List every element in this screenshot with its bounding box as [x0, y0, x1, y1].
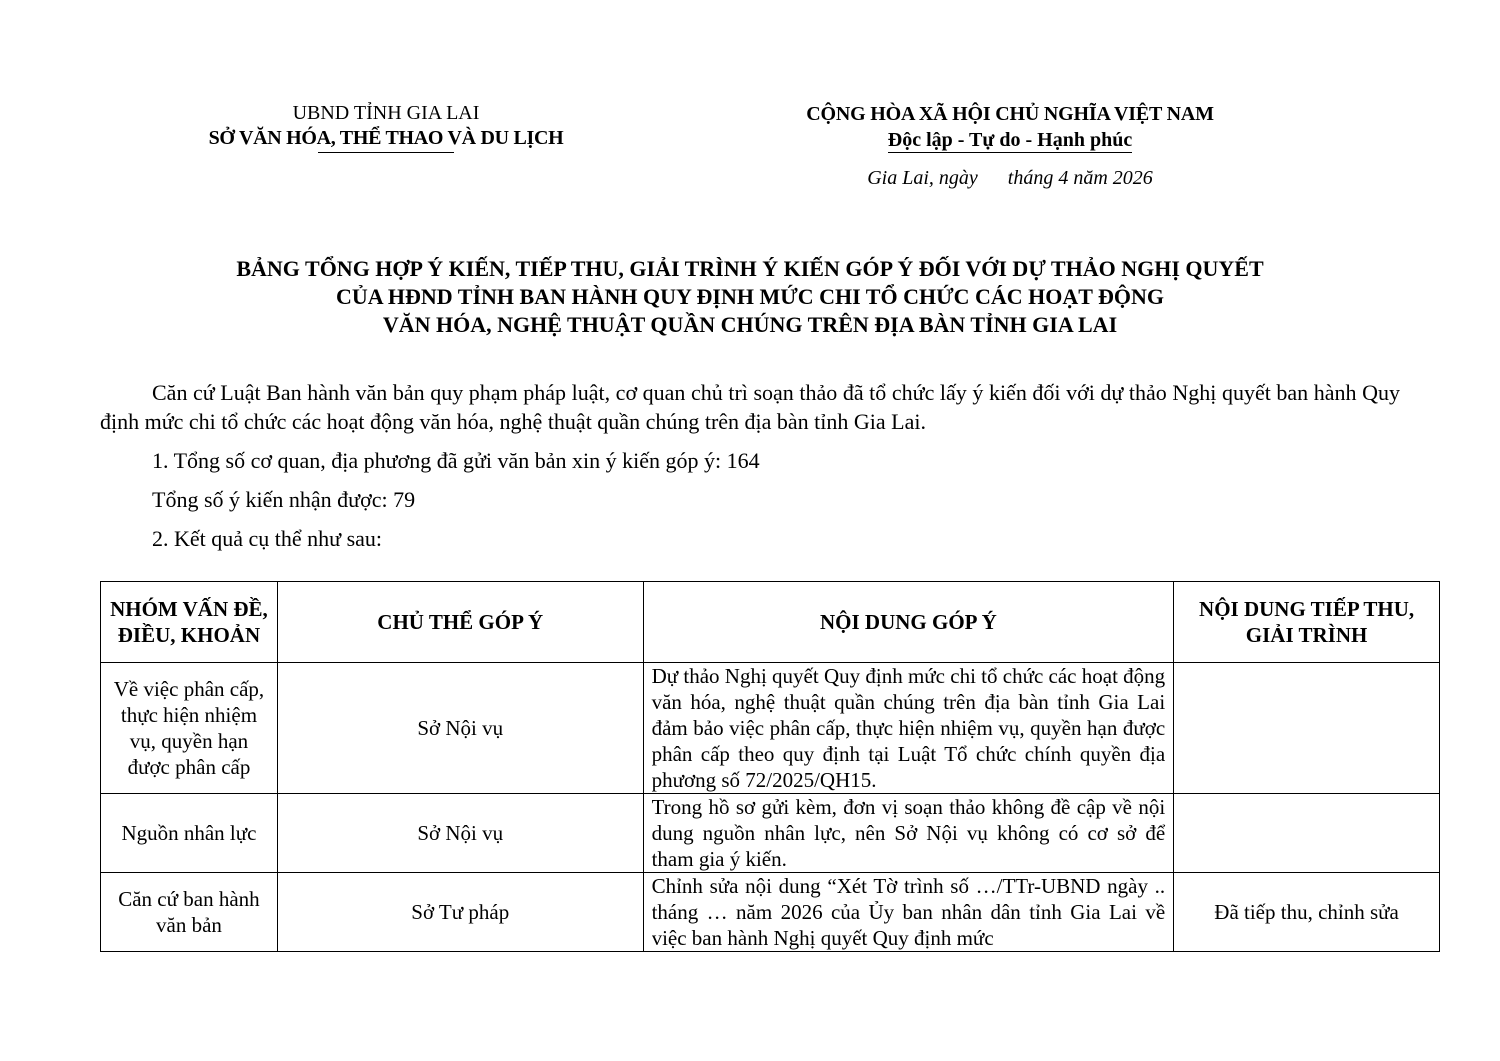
- header-right: [770, 101, 1250, 191]
- cell-content: [643, 873, 1174, 952]
- title-line-1: BẢNG TỔNG HỢP Ý KIẾN, TIẾP THU, GIẢI TRÌNH Ý KIẾN GÓP Ý ĐỐI VỚI DỰ THẢO NGHỊ QUYẾT: [236, 256, 1264, 281]
- cell-group: Nguồn nhân lực: [101, 794, 278, 873]
- document-title: [100, 255, 1400, 339]
- cell-response: [1174, 794, 1440, 873]
- table-row: [101, 794, 1440, 873]
- column-header-subject: CHỦ THỂ GÓP Ý: [277, 582, 643, 663]
- document-body: [100, 378, 1400, 553]
- table-header-row: [101, 582, 1440, 663]
- header-left-rule: [318, 152, 454, 153]
- cell-group: Về việc phân cấp, thực hiện nhiệm vụ, quyền hạn được phân cấp: [101, 663, 278, 794]
- cell-subject: Sở Nội vụ: [277, 663, 643, 794]
- total-comments-line: Tổng số ý kiến nhận được: 79: [152, 487, 416, 512]
- cell-content-text: Chỉnh sửa nội dung “Xét Tờ trình số …/TTr-UBND ngày .. tháng … năm 2026 của Ủy ban nhân dân tỉnh Gia Lai về việc ban hành Nghị quyết Quy định mức: [651, 874, 1166, 950]
- title-line-2: CỦA HĐND TỈNH BAN HÀNH QUY ĐỊNH MỨC CHI TỔ CHỨC CÁC HOẠT ĐỘNG: [335, 284, 1165, 309]
- total-agencies-line: 1. Tổng số cơ quan, địa phương đã gửi văn bản xin ý kiến góp ý: 164: [152, 448, 760, 473]
- cell-subject: Sở Nội vụ: [277, 794, 643, 873]
- table-row: [101, 873, 1440, 952]
- results-heading: 2. Kết quả cụ thể như sau:: [152, 526, 383, 551]
- cell-subject: Sở Tư pháp: [277, 873, 643, 952]
- national-title: CỘNG HÒA XÃ HỘI CHỦ NGHĨA VIỆT NAM: [806, 103, 1214, 125]
- column-header-group: NHÓM VẤN ĐỀ, ĐIỀU, KHOẢN: [101, 582, 278, 663]
- national-motto: Độc lập - Tự do - Hạnh phúc: [887, 129, 1133, 151]
- column-header-response: NỘI DUNG TIẾP THU, GIẢI TRÌNH: [1174, 582, 1440, 663]
- document-date: Gia Lai, ngày tháng 4 năm 2026: [867, 167, 1153, 189]
- title-line-3: VĂN HÓA, NGHỆ THUẬT QUẦN CHÚNG TRÊN ĐỊA BÀN TỈNH GIA LAI: [382, 312, 1118, 337]
- cell-content: Trong hồ sơ gửi kèm, đơn vị soạn thảo không đề cập về nội dung nguồn nhân lực, nên Sở Nội vụ không có cơ sở để tham gia ý kiến.: [643, 794, 1174, 873]
- table-row: [101, 663, 1440, 794]
- issuing-department: SỞ VĂN HÓA, THỂ THAO VÀ DU LỊCH: [208, 127, 564, 149]
- cell-content: Dự thảo Nghị quyết Quy định mức chi tổ chức các hoạt động văn hóa, nghệ thuật quần chúng trên địa bàn tỉnh Gia Lai đảm bảo việc phân cấp, thực hiện nhiệm vụ, quyền hạn được phân cấp theo quy định tại Luật Tổ chức chính quyền địa phương số 72/2025/QH15.: [643, 663, 1174, 794]
- cell-group: Căn cứ ban hành văn bản: [101, 873, 278, 952]
- comment-summary-table: [100, 581, 1440, 952]
- header-left: [186, 101, 586, 153]
- column-header-content: NỘI DUNG GÓP Ý: [643, 582, 1174, 663]
- intro-paragraph: Căn cứ Luật Ban hành văn bản quy phạm pháp luật, cơ quan chủ trì soạn thảo đã tổ chức lấy ý kiến đối với dự thảo Nghị quyết ban hành Quy định mức chi tổ chức các hoạt động văn hóa, nghệ thuật quần chúng trên địa bàn tỉnh Gia Lai.: [100, 380, 1400, 434]
- cell-response: [1174, 663, 1440, 794]
- parent-organization: UBND TỈNH GIA LAI: [292, 102, 480, 124]
- cell-response: Đã tiếp thu, chỉnh sửa: [1174, 873, 1440, 952]
